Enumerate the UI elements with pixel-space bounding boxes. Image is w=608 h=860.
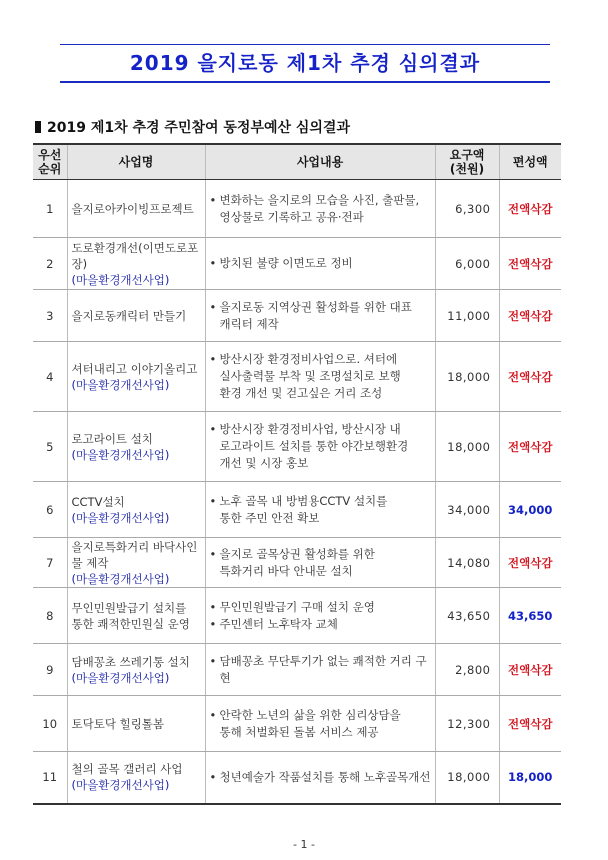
table-row [33, 180, 561, 238]
header-name: 사업명 [67, 144, 205, 180]
cell-content [205, 752, 435, 804]
section-heading [35, 117, 350, 137]
content-line [210, 769, 431, 786]
header-request-line1: 요구액 [449, 148, 485, 162]
project-category: (마을환경개선사업) [71, 510, 170, 525]
content-text: 무인민원발급기 구매 설치 운영 [219, 599, 375, 614]
title-block [60, 44, 550, 83]
cell-rank: 9 [33, 644, 67, 696]
bullet-icon: • [209, 256, 217, 270]
cell-content [205, 696, 435, 752]
cell-name [67, 644, 205, 696]
cell-content [205, 644, 435, 696]
bullet-icon: • [209, 616, 217, 631]
cell-name [67, 538, 205, 588]
cell-request: 2,800 [435, 644, 499, 696]
table-row [33, 342, 561, 412]
project-name: 담배꽁초 쓰레기통 설치 [71, 654, 190, 669]
table-row [33, 752, 561, 804]
cell-request: 6,300 [435, 180, 499, 238]
project-name: 로고라이트 설치 [71, 431, 153, 446]
project-category: (마을환경개선사업) [71, 778, 170, 793]
cell-request: 11,000 [435, 290, 499, 342]
page-title: 2019 을지로동 제1차 추경 심의결과 [129, 51, 481, 75]
content-text: 을지로 골목상권 활성화를 위한 [219, 546, 375, 561]
project-name: 을지로동캐릭터 만들기 [71, 308, 187, 323]
content-line [210, 351, 431, 368]
bullet-icon [210, 438, 220, 455]
cell-budget: 전액삭감 [499, 342, 561, 412]
bullet-icon: • [209, 299, 217, 314]
bullet-icon: • [209, 707, 217, 722]
table-row [33, 482, 561, 538]
table-row [33, 238, 561, 290]
cell-budget: 전액삭감 [499, 412, 561, 482]
content-text: 노후 골목 내 방범용CCTV 설치를 [219, 493, 388, 508]
cell-name [67, 752, 205, 804]
content-line [210, 455, 431, 472]
table-row [33, 290, 561, 342]
content-text: 방산시장 환경정비사업으로. 셔터에 [219, 352, 398, 366]
cell-request: 18,000 [435, 752, 499, 804]
page-number: - 1 - [293, 838, 315, 851]
cell-rank: 3 [33, 290, 67, 342]
project-name: 무인민원발급기 설치를 [71, 600, 187, 615]
project-category: (마을환경개선사업) [71, 571, 170, 586]
cell-name [67, 482, 205, 538]
cell-budget: 34,000 [499, 482, 561, 538]
table-row [33, 696, 561, 752]
project-name: CCTV설치 [71, 494, 125, 509]
content-text: 로고라이트 설치를 통한 야간보행환경 [219, 439, 409, 453]
bullet-icon [210, 209, 220, 226]
bullet-icon: • [209, 493, 217, 508]
bullet-icon [210, 385, 220, 402]
cell-request: 14,080 [435, 538, 499, 588]
content-text: 을지로동 지역상권 활성화를 위한 대표 [219, 299, 412, 314]
content-text: 안락한 노년의 삶을 위한 심리상담을 [219, 707, 401, 722]
cell-content [205, 412, 435, 482]
bullet-icon: • [209, 422, 217, 436]
cell-rank: 1 [33, 180, 67, 238]
content-text: 청년예술가 작품설치를 통해 노후골목개선 [219, 769, 431, 784]
cell-content [205, 342, 435, 412]
bullet-icon [210, 563, 220, 580]
bullet-icon: • [209, 769, 217, 784]
header-content: 사업내용 [205, 144, 435, 180]
project-name: 철의 골목 갤러리 사업 [71, 762, 183, 777]
cell-request: 43,650 [435, 588, 499, 644]
project-category: (마을환경개선사업) [71, 670, 170, 685]
bullet-icon [210, 510, 220, 527]
table-row [33, 588, 561, 644]
cell-rank: 7 [33, 538, 67, 588]
cell-name [67, 588, 205, 644]
bullet-icon [210, 368, 220, 385]
cell-budget: 전액삭감 [499, 180, 561, 238]
section-heading-text: 2019 제1차 추경 주민참여 동정부예산 심의결과 [47, 120, 350, 136]
budget-review-table [33, 143, 561, 805]
content-text: 특화거리 바닥 안내문 설치 [219, 563, 353, 578]
cell-name [67, 238, 205, 290]
header-rank [33, 144, 67, 180]
cell-name [67, 342, 205, 412]
content-text: 캐릭터 제작 [219, 316, 279, 331]
header-request-line2: (천원) [449, 162, 485, 176]
cell-budget: 전액삭감 [499, 644, 561, 696]
cell-budget: 전액삭감 [499, 238, 561, 290]
cell-content [205, 180, 435, 238]
project-name: 셔터내리고 이야기올리고 [71, 361, 198, 376]
cell-request: 18,000 [435, 342, 499, 412]
project-name: 을지로특화거리 바닥사인물 제작 [71, 539, 198, 570]
content-line [210, 192, 431, 209]
project-category: (마을환경개선사업) [71, 447, 170, 462]
project-name-line2: 통한 쾌적한민원실 운영 [71, 616, 190, 631]
cell-rank: 10 [33, 696, 67, 752]
cell-budget: 전액삭감 [499, 696, 561, 752]
content-text: 방치된 불량 이면도로 정비 [219, 256, 353, 270]
content-line [210, 653, 431, 687]
header-rank-line1: 우선 [38, 148, 62, 162]
header-rank-line2: 순위 [38, 162, 62, 176]
content-line [210, 493, 431, 510]
content-line [210, 316, 431, 333]
header-budget: 편성액 [499, 144, 561, 180]
project-name: 토닥토닥 힐링톨봄 [71, 716, 165, 731]
bullet-icon: • [209, 546, 217, 561]
content-line [210, 724, 431, 741]
cell-content [205, 588, 435, 644]
title-bottom-rule [60, 81, 550, 83]
project-category: (마을환경개선사업) [71, 272, 170, 287]
cell-rank: 6 [33, 482, 67, 538]
table-row [33, 538, 561, 588]
cell-rank: 2 [33, 238, 67, 290]
cell-budget: 전액삭감 [499, 538, 561, 588]
content-text: 담배꽁초 무단투기가 없는 쾌적한 거리 구현 [219, 653, 427, 685]
content-text: 통해 처벌화된 돌봄 서비스 제공 [219, 724, 379, 739]
cell-name [67, 696, 205, 752]
cell-content [205, 290, 435, 342]
cell-rank: 5 [33, 412, 67, 482]
content-line [210, 438, 431, 455]
project-name: 을지로아카이빙프로젝트 [71, 201, 194, 216]
table-row [33, 412, 561, 482]
cell-rank: 11 [33, 752, 67, 804]
bullet-icon [210, 724, 220, 741]
content-line [210, 563, 431, 580]
content-text: 통한 주민 안전 확보 [219, 510, 320, 525]
cell-request: 6,000 [435, 238, 499, 290]
content-line [210, 599, 431, 616]
header-request [435, 144, 499, 180]
bullet-icon [210, 455, 220, 472]
cell-content [205, 482, 435, 538]
cell-content [205, 538, 435, 588]
bullet-icon [210, 316, 220, 333]
cell-request: 18,000 [435, 412, 499, 482]
cell-budget: 전액삭감 [499, 290, 561, 342]
cell-name [67, 412, 205, 482]
cell-name [67, 290, 205, 342]
content-line [210, 510, 431, 527]
content-line [210, 255, 431, 272]
content-line [210, 707, 431, 724]
content-line [210, 546, 431, 563]
cell-rank: 8 [33, 588, 67, 644]
content-line [210, 385, 431, 402]
content-text: 실사출력물 부착 및 조명설치로 보행 [219, 369, 401, 383]
bullet-icon: • [209, 599, 217, 614]
content-line [210, 421, 431, 438]
content-text: 방산시장 환경정비사업, 방산시장 내 [219, 422, 401, 436]
content-text: 영상물로 기록하고 공유·전파 [219, 209, 364, 224]
table-header-row [33, 144, 561, 180]
content-text: 개선 및 시장 홍보 [219, 456, 309, 470]
content-text: 주민센터 노후탁자 교체 [219, 616, 338, 631]
square-bullet-icon [35, 121, 41, 133]
bullet-icon: • [209, 653, 217, 668]
content-line [210, 368, 431, 385]
table-row [33, 644, 561, 696]
content-line [210, 209, 431, 226]
project-category: (마을환경개선사업) [71, 377, 170, 392]
content-text: 환경 개선 및 걷고싶은 거리 조성 [219, 386, 383, 400]
content-line [210, 616, 431, 633]
cell-name [67, 180, 205, 238]
cell-request: 12,300 [435, 696, 499, 752]
cell-budget: 18,000 [499, 752, 561, 804]
bullet-icon: • [209, 192, 217, 207]
cell-content [205, 238, 435, 290]
cell-budget: 43,650 [499, 588, 561, 644]
bullet-icon: • [209, 352, 217, 366]
cell-rank: 4 [33, 342, 67, 412]
content-text: 변화하는 을지로의 모습을 사진, 출판물, [219, 192, 420, 207]
content-line [210, 299, 431, 316]
cell-request: 34,000 [435, 482, 499, 538]
project-name: 도로환경개선(이면도로포장) [71, 240, 199, 271]
